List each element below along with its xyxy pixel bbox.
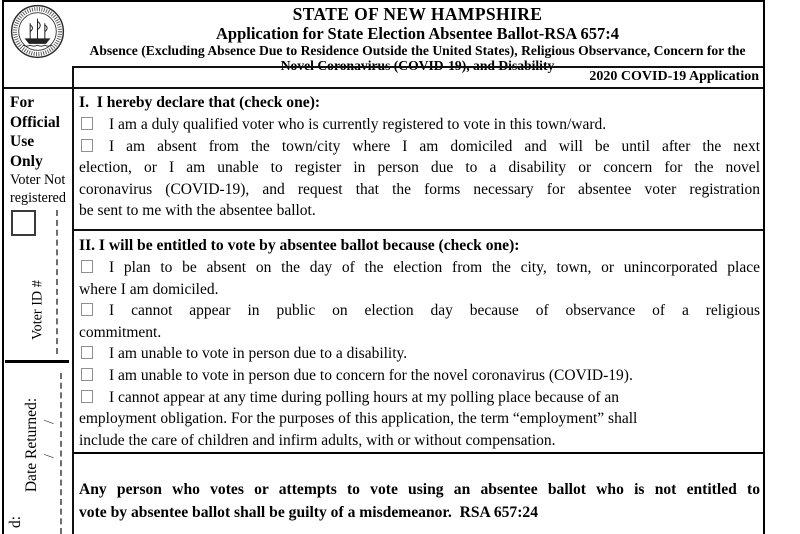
- form-body: [74, 89, 763, 524]
- absent-election-day-checkbox[interactable]: [81, 260, 93, 273]
- voter-id-writein-line[interactable]: [56, 210, 58, 354]
- voter-id-label: Voter ID #: [29, 280, 46, 340]
- form-title: STATE OF NEW HAMPSHIRE: [292, 4, 543, 24]
- religious-observance-text-l1: I cannot appear in public on election day because of observance of a religious: [109, 302, 760, 320]
- absent-register-text-l2: election, or I am unable to register in person due to a disability or concern for the novel: [79, 159, 760, 177]
- misdemeanor-notice-l1: Any person who votes or attempts to vote using an absentee ballot who is not entitled to: [79, 481, 760, 499]
- date-returned-label: Date Returned:: [23, 397, 40, 493]
- section1-heading: I. I hereby declare that (check one):: [79, 94, 321, 111]
- sidebar-section-rule: [5, 360, 69, 363]
- header-rule: [72, 66, 763, 68]
- declaration-option-registered: [79, 114, 760, 136]
- registered-voter-text: I am a duly qualified voter who is currently registered to vote in this town/ward.: [109, 116, 607, 133]
- form-subtitle: Application for State Election Absentee Ballot-RSA 657:4: [215, 24, 620, 43]
- voter-not-registered-label: Voter Not registered: [10, 172, 66, 206]
- covid-concern-checkbox[interactable]: [81, 368, 93, 381]
- absent-register-text-l3: coronavirus (COVID-19), and request that the forms necessary for absentee voter registration: [79, 180, 760, 198]
- employment-obligation-checkbox[interactable]: [81, 390, 93, 403]
- official-use-sidebar: [4, 89, 72, 534]
- clipped-date-label: d:: [7, 515, 24, 529]
- disability-text: I am unable to vote in person due to a disability.: [109, 345, 408, 363]
- section-divider-rule: [74, 229, 763, 231]
- misdemeanor-notice-l2: vote by absentee ballot shall be guilty of a misdemeanor. RSA 657:24: [79, 503, 539, 521]
- absent-register-text-l1: I am absent from the town/city where I am domiciled and will be until after the next: [109, 137, 760, 155]
- declaration-option-absent-register: [79, 136, 760, 222]
- absent-register-text-l4: be sent to me with the absentee ballot.: [79, 202, 316, 220]
- date-returned-writein-line[interactable]: [60, 373, 62, 534]
- reason-option-employment: [74, 387, 763, 455]
- absent-register-checkbox[interactable]: [81, 139, 93, 152]
- section2-heading: II. I will be entitled to vote by absentee ballot because (check one):: [79, 236, 520, 254]
- reason-option-disability: [79, 343, 760, 365]
- registered-voter-checkbox[interactable]: [81, 117, 93, 130]
- religious-observance-text-l2: commitment.: [79, 323, 162, 341]
- covid-concern-text: I am unable to vote in person due to concern for the novel coronavirus (COVID-19).: [109, 366, 633, 384]
- misdemeanor-notice: [79, 479, 760, 524]
- absent-election-day-text-l2: where I am domiciled.: [79, 280, 219, 298]
- employment-text-l2: employment obligation. For the purposes of this application, the term “employment” shall: [79, 410, 638, 428]
- absentee-ballot-application-form: [2, 0, 765, 534]
- religious-observance-checkbox[interactable]: [81, 303, 93, 316]
- reason-option-religious: [79, 300, 760, 343]
- reason-option-absent: [79, 257, 760, 300]
- reason-option-covid: [79, 365, 760, 387]
- voter-not-registered-checkbox[interactable]: [11, 210, 36, 236]
- application-year-tag: 2020 COVID-19 Application: [589, 69, 759, 84]
- form-scope-line1: Absence (Excluding Absence Due to Residence Outside the United States), Religious Observance, Concern for the: [89, 43, 746, 58]
- employment-text-l3: include the care of children and infirm adults, with or without compensation.: [79, 431, 556, 449]
- form-header: [4, 2, 763, 66]
- official-use-label: For Official Use Only: [10, 94, 60, 170]
- state-seal-icon: [10, 4, 65, 59]
- employment-text-l1: I cannot appear at any time during polling hours at my polling place because of an: [109, 388, 620, 406]
- absent-election-day-text-l1: I plan to be absent on the day of the election from the city, town, or unincorporated place: [109, 258, 760, 276]
- date-slashes: / /: [41, 419, 58, 459]
- disability-checkbox[interactable]: [81, 346, 93, 359]
